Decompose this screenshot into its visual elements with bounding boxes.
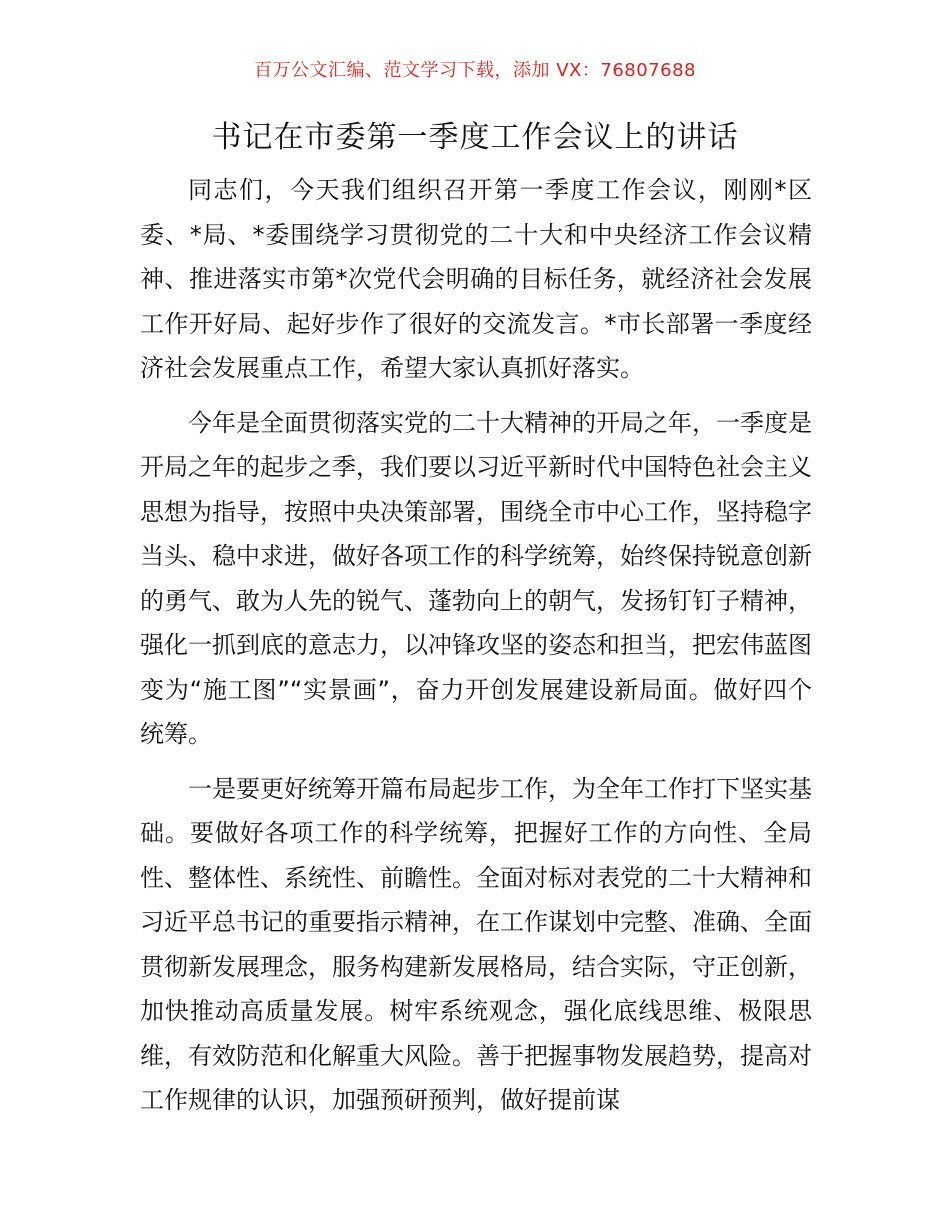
header-banner: 百万公文汇编、范文学习下载，添加 VX：76807688 [254,60,696,81]
paragraph-point-one: 一是要更好统筹开篇布局起步工作，为全年工作打下坚实基础。要做好各项工作的科学统筹，把握好工作的方向性、全局性、整体性、系统性、前瞻性。全面对标对表党的二十大精神和习近平总书记的重要指示精神，在工作谋划中完整、准确、全面贯彻新发展理念，服务构建新发展格局，结合实际，守正创新，加快推动高质量发展。树牢系统观念，强化底线思维、极限思维，有效防范和化解重大风险。善于把握事物发展趋势，提高对工作规律的认识，加强预研预判，做好提前谋 [140,774,812,1114]
paragraph-context: 今年是全面贯彻落实党的二十大精神的开局之年，一季度是开局之年的起步之季，我们要以习近平新时代中国特色社会主义思想为指导，按照中央决策部署，围绕全市中心工作，坚持稳字当头、稳中求进，做好各项工作的科学统筹，始终保持锐意创新的勇气、敢为人先的锐气、蓬勃向上的朝气，发扬钉钉子精神，强化一抓到底的意志力，以冲锋攻坚的姿态和担当，把宏伟蓝图变为“施工图”“实景画”，奋力开创发展建设新局面。做好四个统筹。 [140,408,812,748]
paragraph-opening: 同志们，今天我们组织召开第一季度工作会议，刚刚*区委、*局、*委围绕学习贯彻党的二十大和中央经济工作会议精神、推进落实市第*次党代会明确的目标任务，就经济社会发展工作开好局、起好步作了很好的交流发言。*市长部署一季度经济社会发展重点工作，希望大家认真抓好落实。 [140,176,812,382]
document-body [140,168,812,1133]
document-title: 书记在市委第一季度工作会议上的讲话 [211,120,739,155]
